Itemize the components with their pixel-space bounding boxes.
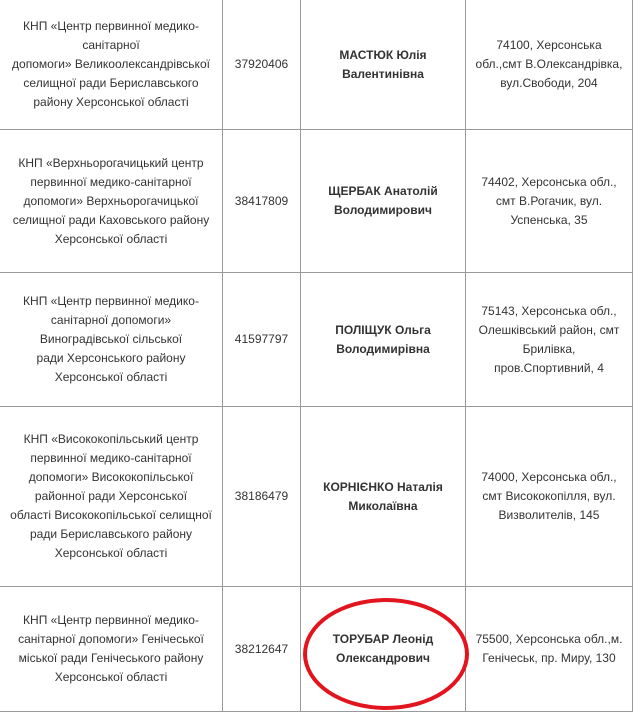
address-cell: 74402, Херсонська обл., смт В.Рогачик, вул. Успенська, 35 (466, 130, 633, 273)
edrpou-code-cell: 41597797 (223, 273, 301, 407)
address-cell: 74100, Херсонська обл.,смт В.Олександрівка, вул.Свободи, 204 (466, 0, 633, 130)
table-row (0, 407, 633, 587)
organization-name-cell: КНП «Висококопільський центр первинної медико-санітарної допомоги» Висококопільської районної ради Херсонської області Висококопільської селищної ради Бериславського району Херсонської області (0, 407, 223, 587)
director-name-cell: ЩЕРБАК Анатолій Володимирович (301, 130, 466, 273)
organization-name-cell: КНП «Верхньорогачицький центр первинної медико-санітарної допомоги» Верхньорогачицької селищної ради Каховського району Херсонської області (0, 130, 223, 273)
organization-name-cell: КНП «Центр первинної медико- санітарної допомоги» Виноградівської сільської ради Херсонського району Херсонської області (0, 273, 223, 407)
director-name-cell: КОРНІЄНКО Наталія Миколаївна (301, 407, 466, 587)
table-row (0, 0, 633, 130)
director-name-cell: ПОЛІЩУК Ольга Володимирівна (301, 273, 466, 407)
table-row (0, 130, 633, 273)
address-cell: 75500, Херсонська обл.,м. Генічеськ, пр. Миру, 130 (466, 587, 633, 712)
address-cell: 74000, Херсонська обл., смт Висококопілля, вул. Визволителів, 145 (466, 407, 633, 587)
director-name-cell: ТОРУБАР Леонід Олександрович (301, 587, 466, 712)
organization-name-cell: КНП «Центр первинної медико- санітарної допомоги» Великоолександрівської селищної ради Бериславського району Херсонської області (0, 0, 223, 130)
edrpou-code-cell: 38186479 (223, 407, 301, 587)
director-name-cell: МАСТЮК Юлія Валентинівна (301, 0, 466, 130)
table-row (0, 273, 633, 407)
address-cell: 75143, Херсонська обл., Олешківський район, смт Брилівка, пров.Спортивний, 4 (466, 273, 633, 407)
organization-name-cell: КНП «Центр первинної медико- санітарної допомоги» Генічеської міської ради Генічеського району Херсонської області (0, 587, 223, 712)
edrpou-code-cell: 38417809 (223, 130, 301, 273)
edrpou-code-cell: 37920406 (223, 0, 301, 130)
table-row (0, 587, 633, 712)
edrpou-code-cell: 38212647 (223, 587, 301, 712)
